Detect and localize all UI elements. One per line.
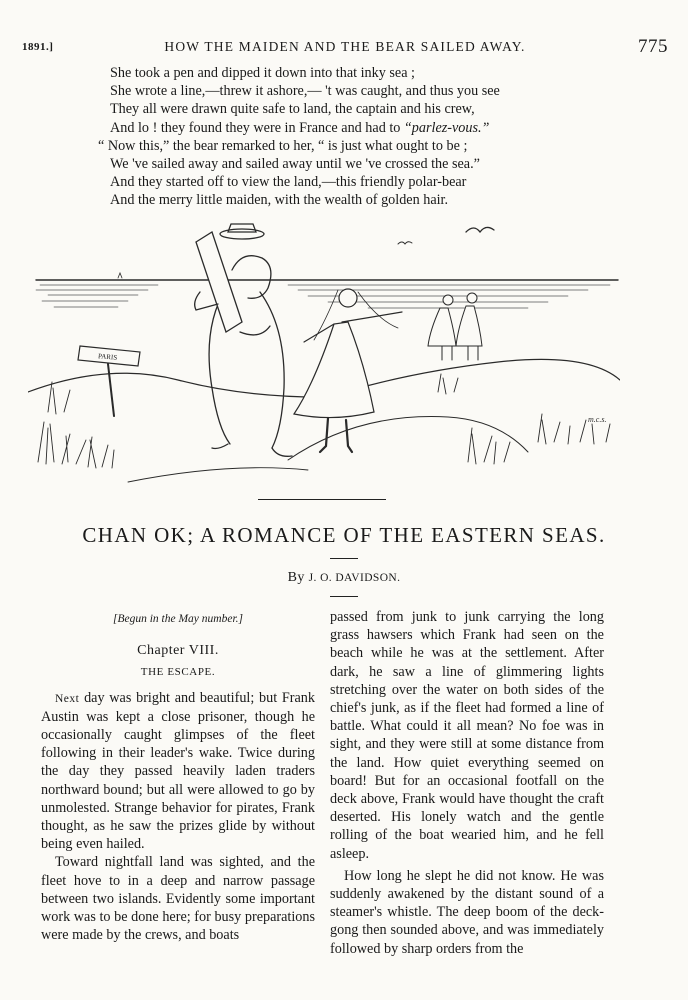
artist-signature: m.c.s. [588,415,607,424]
sea-hatching [36,285,610,308]
poem-line: And the merry little maiden, with the wealth of golden hair. [110,192,449,209]
path-line [288,417,528,460]
poem-line [110,119,580,137]
article-title: CHAN OK; A ROMANCE OF THE EASTERN SEAS. [82,523,606,547]
running-header [22,36,668,60]
left-column [41,608,315,944]
poem-line: She took a pen and dipped it down into that inky sea ; [110,65,415,81]
section-divider [258,499,386,500]
poem-line: We 've sailed away and sailed away until we 've crossed the sea.” [110,156,480,173]
byline [0,570,688,586]
chapter-word: Chapter [137,643,185,659]
paragraph [41,689,315,854]
poem-line: And they started off to view the land,—this friendly polar-bear [110,174,467,191]
chapter-heading [41,642,315,660]
poem-line: They all were drawn quite safe to land, the captain and his crew, [110,101,475,118]
poem-line-text: And lo ! they found they were in France and had to [110,119,404,136]
poem-line: “ Now this,” the bear remarked to her, “ is just what ought to be ; [98,137,468,154]
gull-icon [466,227,494,232]
byline-author: J. O. DAVIDSON. [308,572,401,584]
paragraph-lead: Next [55,692,80,705]
gull-icon [398,242,412,244]
chapter-title: THE ESCAPE. [140,666,216,679]
signpost-text: PARIS [97,352,118,362]
paragraph-text: day was bright and beautiful; but Frank Austin was kept a close prisoner, though he occasionally caught glimpses of the fleet following in their leader's wake. Twice during the day they passed heavily laden traders northward bound; but all were allowed to go by unmolested. Strange behavior for pirates, Frank thought, as he saw the prizes glide by without being even hailed. [41,689,315,853]
distant-figures [428,293,482,360]
byline-rule [330,596,358,597]
maiden-figure [294,289,402,452]
poem [98,64,580,210]
page-number: 775 [638,36,668,57]
bear-and-maiden-illustration [28,212,620,484]
ground-line [128,468,308,482]
header-title: HOW THE MAIDEN AND THE BEAR SAILED AWAY. [164,39,526,54]
poem-italic-phrase: “parlez-vous.” [403,119,490,136]
bear-figure [195,224,292,456]
paragraph: Toward nightfall land was sighted, and the fleet hove to in a deep and narrow passage between two islands. Evidently some important work was to be done here; for busy preparations were made by the crews, and boats [41,854,315,944]
paragraph: How long he slept he did not know. He was suddenly awakened by the distant sound of a steamer's whistle. The deep boom of the deck-gong then sounded above, and was immediately followed by sharp orders from the [330,867,604,957]
right-column [330,608,604,958]
header-year: 1891.] [22,41,54,53]
title-rule [330,558,358,559]
continuation-note: [Begun in the May number.] [113,613,243,625]
paragraph: passed from junk to junk carrying the long grass hawsers which Frank had seen on the beach while he was at the settlement. After dark, he saw a line of glimmering lights stretching over the water on both sides of the chief's junk, as if the fleet had formed a line of battle. What could it all mean? No foe was in sight, and they were still at some distance from the land. How quiet everything seemed on board! But for an occasional footfall on the deck above, Frank would have thought the craft deserted. His lonely watch and the gentle rolling of the boat wearied him, and he fell asleep. [330,609,604,862]
poem-line: She wrote a line,—threw it ashore,— 't was caught, and thus you see [110,83,500,100]
distant-sail [118,273,122,278]
byline-by: By [287,570,305,585]
chapter-number: VIII. [188,643,219,659]
